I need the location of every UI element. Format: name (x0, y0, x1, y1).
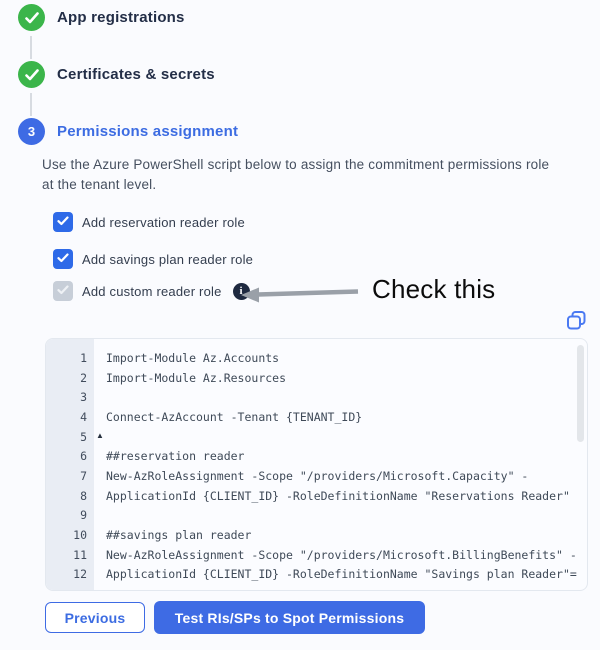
annotation-arrow-icon (240, 284, 362, 309)
code-line: 9 (80, 508, 87, 523)
fold-up-icon[interactable]: ▲ (96, 430, 104, 440)
step-complete-badge (18, 4, 45, 31)
step-label: App registrations (57, 9, 185, 26)
savings-plan-reader-checkbox[interactable] (53, 249, 73, 269)
copy-code-button[interactable] (566, 310, 587, 331)
test-permissions-button[interactable]: Test RIs/SPs to Spot Permissions (154, 601, 425, 634)
check-icon (57, 213, 69, 231)
step-label: Permissions assignment (57, 123, 239, 140)
code-line: 3 (80, 390, 87, 405)
code-line: 12 ApplicationId {CLIENT_ID} -RoleDefinitionName "Savings plan Reader"= (73, 567, 577, 582)
step-connector (30, 36, 32, 59)
code-line: 7 New-AzRoleAssignment -Scope "/providers/Microsoft.Capacity" - (80, 468, 529, 483)
check-icon (57, 250, 69, 268)
checkbox-label: Add custom reader role (82, 283, 222, 299)
step-complete-badge (18, 61, 45, 88)
code-line: 4 Connect-AzAccount -Tenant {TENANT_ID} (80, 409, 363, 424)
check-icon (57, 282, 69, 300)
check-icon (25, 69, 39, 81)
step-description: Use the Azure PowerShell script below to assign the commitment permissions role at the tenant level. (42, 157, 550, 192)
checkbox-label: Add savings plan reader role (82, 251, 254, 267)
powershell-code-block[interactable] (45, 338, 588, 591)
code-line: 1 Import-Module Az.Accounts (80, 350, 280, 365)
code-scrollbar[interactable] (577, 345, 584, 442)
custom-reader-checkbox[interactable] (53, 281, 73, 301)
annotation-text: Check this (372, 274, 496, 304)
checkbox-row-custom-reader (53, 281, 250, 301)
code-line: 6 ##reservation reader (80, 449, 245, 464)
check-icon (25, 12, 39, 24)
step-app-registrations (18, 4, 185, 31)
checkbox-row-reservation-reader (53, 212, 245, 232)
code-line: 10 ##savings plan reader (73, 528, 252, 543)
copy-icon (566, 318, 587, 335)
code-line: 5 ▲ (80, 429, 104, 444)
step-label: Certificates & secrets (57, 66, 215, 83)
info-icon[interactable]: i (233, 283, 250, 300)
reservation-reader-checkbox[interactable] (53, 212, 73, 232)
previous-button[interactable]: Previous (45, 602, 145, 633)
step-certificates-secrets (18, 61, 215, 88)
code-line: 11 New-AzRoleAssignment -Scope "/providers/Microsoft.BillingBenefits" - (73, 547, 577, 562)
checkbox-label: Add reservation reader role (82, 214, 245, 230)
step-number-badge: 3 (18, 118, 45, 145)
step-connector (30, 93, 32, 116)
code-line: 2 Import-Module Az.Resources (80, 370, 287, 385)
checkbox-row-savings-plan-reader (53, 249, 253, 269)
code-line: 8 ApplicationId {CLIENT_ID} -RoleDefinitionName "Reservations Reader" (80, 488, 570, 503)
step-permissions-assignment (18, 118, 238, 145)
